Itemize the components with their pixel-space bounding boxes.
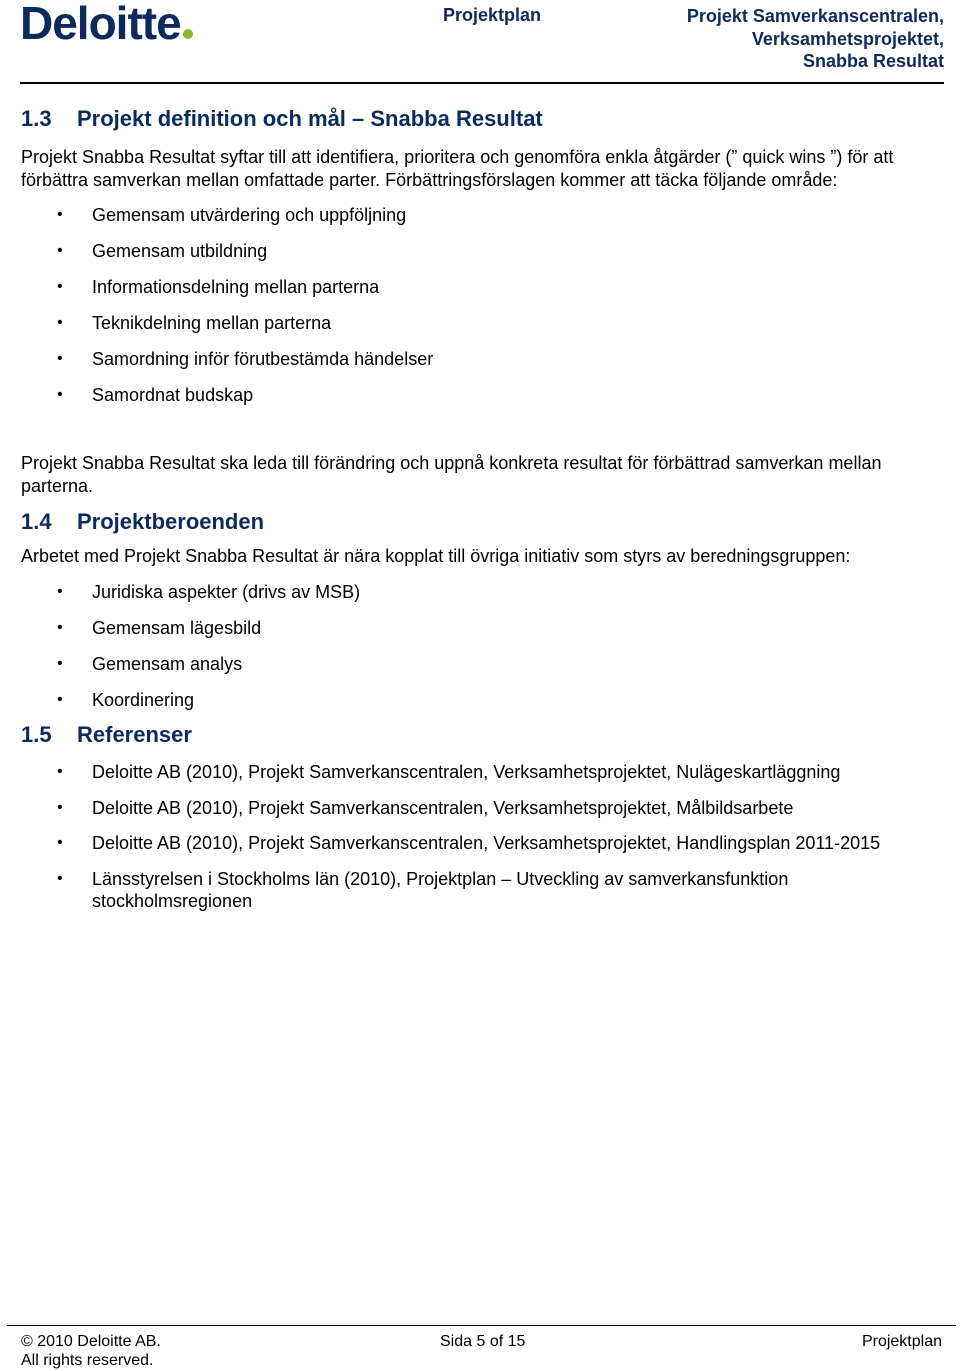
- bullet-icon: •: [57, 206, 63, 223]
- bullet-icon: •: [57, 618, 63, 636]
- section-1-3-intro: Projekt Snabba Resultat syftar till att identifiera, prioritera och genomföra enkla åtgärder (” quick wins ”) för att förbättra samverkan mellan omfattade parter. Förbättringsförslagen kommer att täcka följande område:: [21, 147, 894, 190]
- section-1-3-closing: Projekt Snabba Resultat ska leda till förändring och uppnå konkreta resultat för förbättrad samverkan mellan parterna.: [21, 452, 882, 496]
- section-heading-1-5: 1.5 Referenser: [21, 722, 192, 747]
- list-item: • Gemensam utvärdering och uppföljning: [57, 205, 407, 225]
- page-content: [21, 105, 939, 913]
- list-item: • Teknikdelning mellan parterna: [57, 313, 332, 333]
- header-doc-title: Projektplan: [443, 5, 542, 25]
- bullet-icon: •: [57, 582, 63, 600]
- footer-copyright: © 2010 Deloitte AB. All rights reserved.: [21, 1333, 161, 1369]
- list-item: • Samordning inför förutbestämda händelser: [57, 349, 434, 369]
- header-divider: [20, 82, 944, 84]
- list-item: • Samordnat budskap: [57, 385, 254, 405]
- bullet-icon: •: [57, 834, 63, 851]
- header-project-line: Verksamhetsprojektet,: [751, 28, 944, 49]
- bullet-icon: •: [57, 350, 63, 367]
- header-project-line: Snabba Resultat: [802, 51, 944, 71]
- footer-doc-title: Projektplan: [861, 1333, 942, 1350]
- list-item: • Länsstyrelsen i Stockholms län (2010), Projektplan – Utveckling av samverkansfunktion stockholmsregionen: [57, 868, 789, 911]
- list-item: • Gemensam utbildning: [57, 241, 268, 261]
- bullet-icon: •: [57, 386, 63, 403]
- section-heading-1-4: 1.4 Projektberoenden: [21, 508, 265, 534]
- list-item: • Deloitte AB (2010), Projekt Samverkanscentralen, Verksamhetsprojektet, Målbildsarbete: [57, 797, 794, 818]
- section-1-4-intro: Arbetet med Projekt Snabba Resultat är nära kopplat till övriga initiativ som styrs av beredningsgruppen:: [21, 545, 851, 566]
- list-item: • Informationsdelning mellan parterna: [57, 277, 380, 297]
- bullet-icon: •: [57, 278, 63, 295]
- bullet-icon: •: [57, 242, 63, 259]
- section-1-5-list: [21, 761, 939, 913]
- section-heading-1-3: 1.3 Projekt definition och mål – Snabba Resultat: [21, 106, 543, 131]
- bullet-icon: •: [57, 654, 63, 672]
- list-item: • Juridiska aspekter (drivs av MSB): [57, 581, 361, 602]
- list-item: • Gemensam lägesbild: [57, 617, 262, 638]
- list-item: • Gemensam analys: [57, 653, 243, 674]
- bullet-icon: •: [57, 314, 63, 331]
- bullet-icon: •: [57, 798, 63, 816]
- bullet-icon: •: [57, 869, 63, 887]
- footer-divider: [7, 1325, 956, 1326]
- list-item: • Koordinering: [57, 689, 195, 710]
- section-1-3-list: [21, 204, 939, 407]
- logo-dot-icon: [183, 29, 193, 39]
- bullet-icon: •: [57, 690, 63, 708]
- footer-page-number: Sida 5 of 15: [440, 1333, 526, 1350]
- section-1-4-list: [21, 581, 939, 712]
- deloitte-logo: Deloitte: [20, 0, 193, 46]
- bullet-icon: •: [57, 763, 63, 780]
- list-item: • Deloitte AB (2010), Projekt Samverkanscentralen, Verksamhetsprojektet, Nulägeskartläggning: [57, 762, 841, 782]
- header-project-title: [687, 5, 944, 73]
- header-project-line: Projekt Samverkanscentralen,: [686, 6, 944, 26]
- list-item: • Deloitte AB (2010), Projekt Samverkanscentralen, Verksamhetsprojektet, Handlingsplan 2011-2015: [57, 833, 881, 853]
